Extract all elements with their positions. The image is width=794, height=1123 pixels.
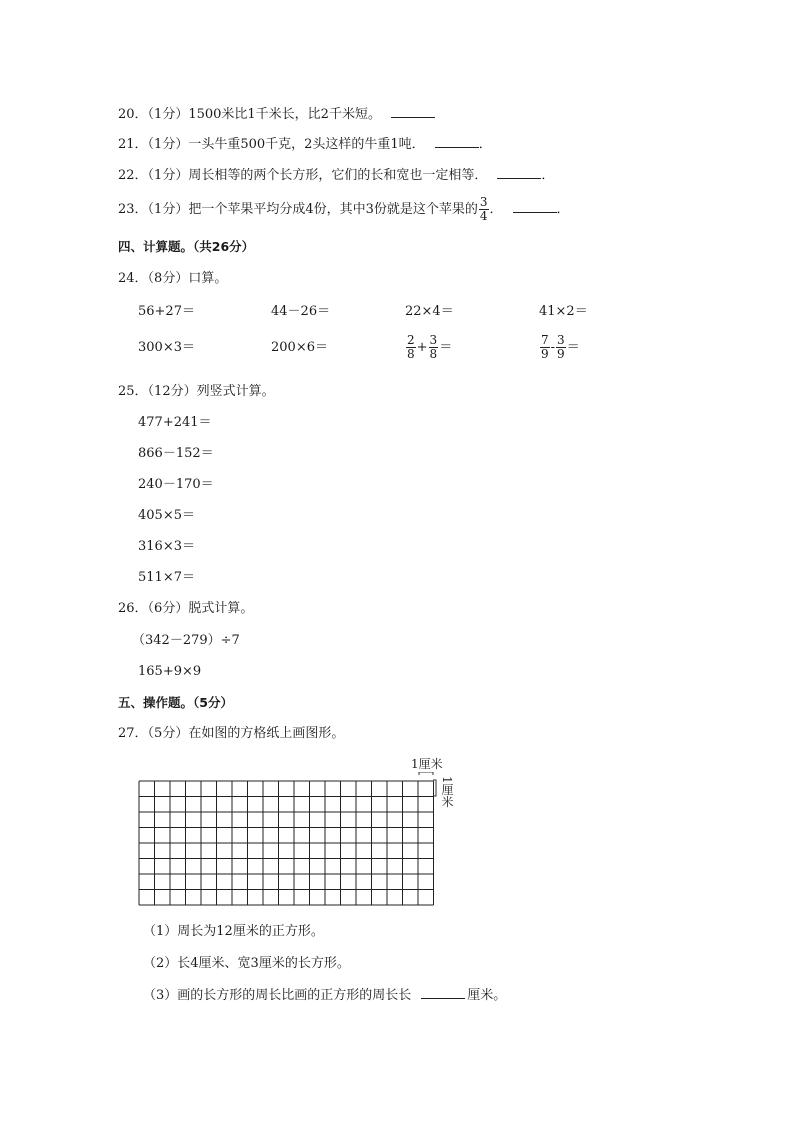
question-end-mark: ．: [541, 168, 555, 183]
answer-blank[interactable]: [513, 200, 557, 213]
unit-label-horizontal: 1厘米: [411, 757, 443, 771]
question-score: （1分）: [147, 137, 189, 152]
oral-calc-item: 22×4＝: [405, 304, 454, 319]
step-calc-item: 165+9×9: [138, 664, 202, 679]
question-score: （8分）: [147, 271, 189, 286]
vertical-calc-item: 866－152＝: [138, 446, 214, 461]
question-24: [118, 270, 227, 288]
answer-blank[interactable]: [391, 105, 435, 118]
step-calc-item: （342－279）÷7: [132, 633, 240, 648]
question-score: （5分）: [147, 726, 189, 741]
vertical-calc-item: 240－170＝: [138, 477, 214, 492]
question-end-mark: ．: [556, 202, 570, 217]
vertical-calc-item: 477+241＝: [138, 415, 212, 430]
answer-blank[interactable]: [421, 986, 465, 999]
question-22: [118, 166, 554, 185]
question-number: 23．: [118, 202, 148, 217]
question-number: 26．: [118, 601, 148, 616]
question-27: [118, 725, 344, 743]
sub-question-3: （3）画的长方形的周长比画的正方形的周长长 厘米。: [143, 988, 507, 1003]
square-grid-paper[interactable]: [138, 780, 438, 912]
oral-calc-item: 44－26＝: [271, 304, 331, 319]
question-text: 把一个苹果平均分成4份，其中3份就是这个苹果的: [188, 202, 478, 217]
question-text: 列竖式计算。: [196, 384, 275, 399]
question-number: 25．: [118, 384, 148, 399]
unit-label-vertical: 1厘米: [440, 776, 454, 808]
sub-question-2: （2）长4厘米、宽3厘米的长方形。: [143, 956, 350, 971]
vertical-calc-item: 511×7＝: [138, 570, 195, 585]
oral-calc-item: 200×6＝: [271, 340, 328, 355]
question-score: （1分）: [147, 168, 189, 183]
question-score: （1分）: [147, 107, 189, 122]
question-text: 口算。: [188, 271, 228, 286]
question-23: 23．（1分）把一个苹果平均分成4份，其中3份就是这个苹果的 $\frac{3}{4}$ ． ．: [118, 195, 570, 223]
question-25: [118, 383, 275, 401]
question-text: 周长相等的两个长方形，它们的长和宽也一定相等．: [188, 168, 488, 183]
oral-calc-item: 300×3＝: [138, 340, 195, 355]
fraction-three-fourths: $\frac{3}{4}$: [479, 195, 488, 223]
question-number: 20．: [118, 107, 148, 122]
oral-calc-item: 41×2＝: [539, 304, 588, 319]
question-26: [118, 600, 253, 618]
vertical-calc-item: 316×3＝: [138, 539, 195, 554]
section-4-title: 四、计算题。（共26分）: [118, 239, 255, 254]
question-text: 一头牛重500千克，2头这样的牛重1吨．: [188, 137, 425, 152]
question-20: [118, 105, 435, 124]
answer-blank[interactable]: [435, 135, 479, 148]
question-text: 脱式计算。: [188, 601, 254, 616]
question-text: 1500米比1千米长，比2千米短。: [188, 107, 381, 122]
question-end-mark: ．: [478, 137, 492, 152]
question-21: [118, 135, 492, 154]
fraction-difference-item: $\frac{7}{9}$ - $\frac{3}{9}$ ＝: [541, 333, 580, 361]
sub-question-1: （1）周长为12厘米的正方形。: [143, 924, 324, 939]
question-score: （1分）: [147, 202, 189, 217]
grid-svg[interactable]: [138, 780, 438, 908]
fraction-sum-item: $\frac{2}{8}$ + $\frac{3}{8}$ ＝: [407, 333, 453, 361]
question-number: 22．: [118, 168, 148, 183]
question-text: 在如图的方格纸上画图形。: [188, 726, 345, 741]
question-number: 27．: [118, 726, 148, 741]
section-5-title: 五、操作题。（5分）: [118, 695, 233, 710]
oral-calc-item: 56+27＝: [138, 304, 195, 319]
question-score: （6分）: [147, 601, 189, 616]
answer-blank[interactable]: [497, 166, 541, 179]
vertical-calc-item: 405×5＝: [138, 508, 195, 523]
question-score: （12分）: [147, 384, 197, 399]
question-number: 24．: [118, 271, 148, 286]
question-number: 21．: [118, 137, 148, 152]
